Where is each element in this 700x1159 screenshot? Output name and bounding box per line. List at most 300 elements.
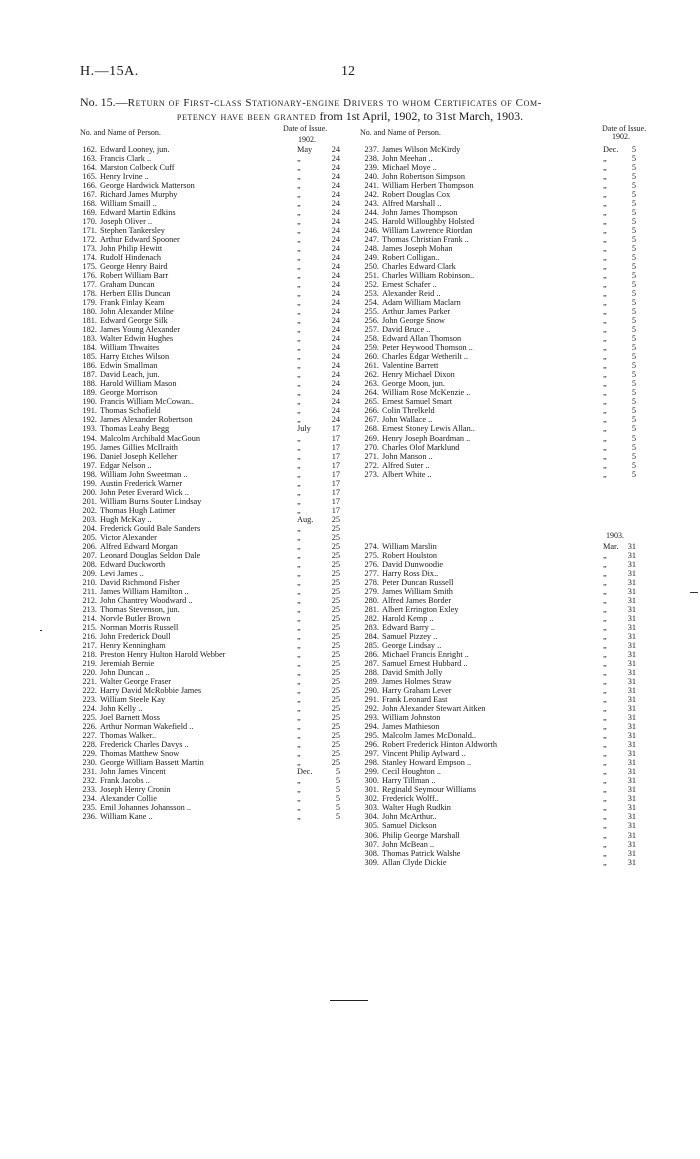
entry-name: Rudolf Hindenach	[100, 253, 162, 263]
list-item	[357, 578, 640, 587]
entry-number: 308.	[364, 848, 379, 858]
list-item	[357, 434, 640, 443]
entry-name: Robert Colligan..	[382, 253, 440, 263]
right-column-header-year: 1902.	[612, 132, 630, 141]
entry-name: Daniel Joseph Kelleher	[100, 451, 178, 461]
entry-day: 5	[631, 298, 636, 308]
list-item	[75, 253, 348, 262]
entry-name: Allan Clyde Dickie	[382, 857, 447, 867]
return-title-line1	[80, 95, 640, 110]
entry-name: Ernest Schafer ..	[382, 280, 437, 290]
entry-day: 31	[627, 830, 636, 840]
entry-month: „	[603, 650, 607, 660]
list-item	[357, 740, 640, 749]
entry-name: Francis William McCowan..	[100, 397, 194, 407]
entry-number: 177.	[82, 280, 97, 290]
list-item	[357, 632, 640, 641]
entry-number: 293.	[364, 713, 379, 723]
list-item	[75, 497, 348, 506]
entry-month: „	[297, 667, 301, 677]
entry-name: John Manson ..	[382, 451, 433, 461]
entry-month: „	[297, 505, 301, 515]
entry-name: Richard James Murphy	[100, 190, 178, 200]
entry-name: James Wilson McKirdy	[382, 145, 461, 154]
entry-name: Harry Tillman ..	[382, 776, 436, 786]
entry-month: Aug.	[297, 514, 314, 524]
entry-day: 31	[627, 686, 636, 696]
list-item	[75, 488, 348, 497]
entry-number: 230.	[82, 758, 97, 768]
entry-day: 5	[631, 388, 636, 398]
entry-name: Thomas Walker..	[100, 731, 157, 741]
entry-name: James Joseph Mohan	[382, 244, 453, 254]
entry-name: James Gillies McIlraith	[100, 442, 178, 452]
entry-day: 5	[631, 469, 636, 479]
list-item	[357, 840, 640, 849]
entry-month: „	[603, 208, 607, 218]
entry-day: 25	[331, 731, 340, 741]
entry-number: 167.	[82, 190, 97, 200]
entry-name: David Leach, jun.	[100, 370, 160, 380]
entry-number: 222.	[82, 685, 97, 695]
list-item	[75, 605, 348, 614]
entry-month: „	[297, 181, 301, 191]
entry-month: „	[297, 731, 301, 741]
entry-day: 31	[627, 740, 636, 750]
entry-day: 24	[331, 226, 340, 236]
entry-month: „	[603, 262, 607, 272]
list-item	[75, 722, 348, 731]
entry-number: 238.	[364, 154, 379, 164]
entry-day: 5	[631, 352, 636, 362]
entry-month: „	[603, 325, 607, 335]
entry-number: 249.	[364, 253, 379, 263]
entry-name: Thomas Hugh Latimer	[100, 505, 176, 515]
list-item	[357, 713, 640, 722]
entry-month: „	[297, 577, 301, 587]
entry-day: 5	[631, 199, 636, 209]
entry-month: „	[603, 469, 607, 479]
entry-name: John Robertson Simpson	[382, 172, 465, 182]
entry-month: „	[297, 794, 301, 804]
entry-month: „	[297, 703, 301, 713]
entry-month: „	[603, 848, 607, 858]
entry-month: „	[603, 154, 607, 164]
list-item	[75, 479, 348, 488]
entry-number: 258.	[364, 334, 379, 344]
entry-month: „	[603, 424, 607, 434]
entry-month: „	[603, 226, 607, 236]
entry-day: 5	[631, 190, 636, 200]
entry-day: 5	[631, 271, 636, 281]
entry-name: Samuel Ernest Hubbard ..	[382, 659, 468, 669]
entry-day: 24	[331, 334, 340, 344]
list-item	[75, 307, 348, 316]
entry-name: Thomas Leahy Begg	[100, 424, 170, 434]
entry-month: „	[297, 433, 301, 443]
entry-month: „	[603, 271, 607, 281]
entry-day: 5	[631, 172, 636, 182]
entry-month: „	[603, 614, 607, 624]
entry-name: Leonard Douglas Seldon Dale	[100, 550, 201, 560]
entry-day: 31	[627, 668, 636, 678]
entry-day: 5	[335, 776, 340, 786]
entry-month: „	[297, 406, 301, 416]
entry-name: Vincent Philip Aylward ..	[382, 749, 466, 759]
entry-month: „	[297, 442, 301, 452]
list-item	[357, 145, 640, 154]
list-item	[357, 235, 640, 244]
entry-day: 25	[331, 559, 340, 569]
entry-number: 285.	[364, 641, 379, 651]
entry-number: 228.	[82, 740, 97, 750]
entry-day: 31	[627, 587, 636, 597]
entry-month: „	[603, 560, 607, 570]
list-item	[75, 244, 348, 253]
list-item	[75, 470, 348, 479]
entry-day: 24	[331, 271, 340, 281]
entry-month: „	[297, 217, 301, 227]
entry-number: 229.	[82, 749, 97, 759]
list-item	[357, 406, 640, 415]
entry-day: 5	[335, 794, 340, 804]
entry-day: 24	[331, 199, 340, 209]
entry-number: 197.	[82, 460, 97, 470]
list-item	[357, 704, 640, 713]
list-item	[75, 758, 348, 767]
list-item	[75, 199, 348, 208]
entry-day: 31	[627, 677, 636, 687]
entry-number: 279.	[364, 587, 379, 597]
entry-day: 5	[631, 289, 636, 299]
entry-day: 5	[335, 767, 340, 777]
list-item	[357, 623, 640, 632]
entry-number: 191.	[82, 406, 97, 416]
entry-day: 24	[331, 415, 340, 425]
entry-name: Thomas Schofield	[100, 406, 161, 416]
list-item	[75, 623, 348, 632]
entry-month: „	[603, 812, 607, 822]
entry-number: 186.	[82, 361, 97, 371]
entry-number: 275.	[364, 551, 379, 561]
entry-number: 204.	[82, 523, 97, 533]
list-item	[75, 443, 348, 452]
entry-month: „	[297, 586, 301, 596]
entry-name: John George Snow	[382, 316, 445, 326]
entry-month: „	[603, 190, 607, 200]
left-column-header-date: Date of Issue.	[283, 124, 328, 133]
entry-name: Michael Moye ..	[382, 163, 437, 173]
list-item	[75, 695, 348, 704]
entry-name: John Kelly ..	[100, 703, 143, 713]
list-item	[357, 831, 640, 840]
entry-number: 298.	[364, 758, 379, 768]
entry-day: 24	[331, 406, 340, 416]
entry-day: 17	[331, 478, 340, 488]
entry-day: 5	[631, 181, 636, 191]
entry-day: 24	[331, 154, 340, 164]
list-item	[357, 758, 640, 767]
entry-month: „	[297, 154, 301, 164]
entry-month: „	[297, 226, 301, 236]
list-item	[75, 289, 348, 298]
entry-name: Victor Alexander	[100, 532, 157, 542]
entry-name: Michael Francis Enright ..	[382, 650, 469, 660]
entry-month: „	[603, 406, 607, 416]
list-item	[75, 569, 348, 578]
entry-number: 271.	[364, 451, 379, 461]
entry-name: Harry Etches Wilson	[100, 352, 170, 362]
entry-month: „	[603, 794, 607, 804]
entry-day: 17	[331, 442, 340, 452]
entry-day: 25	[331, 532, 340, 542]
entry-name: Joel Barnett Moss	[100, 712, 160, 722]
entry-name: Harold Willoughby Holsted	[382, 217, 475, 227]
list-item	[75, 713, 348, 722]
entry-day: 5	[631, 451, 636, 461]
entry-number: 213.	[82, 604, 97, 614]
entry-month: „	[603, 668, 607, 678]
entry-number: 247.	[364, 235, 379, 245]
entry-name: Norman Morris Russell	[100, 622, 179, 632]
list-item	[357, 154, 640, 163]
entry-day: 25	[331, 514, 340, 524]
entry-day: 24	[331, 370, 340, 380]
entry-number: 243.	[364, 199, 379, 209]
list-item	[75, 632, 348, 641]
entry-month: „	[297, 649, 301, 659]
entry-month: „	[603, 298, 607, 308]
entry-name: Harry Graham Lever	[382, 686, 452, 696]
entry-name: Charles Olof Marklund	[382, 442, 460, 452]
list-item	[75, 686, 348, 695]
entry-name: George Morrison	[100, 388, 158, 398]
entry-month: „	[297, 379, 301, 389]
entry-month: „	[603, 415, 607, 425]
list-item	[357, 858, 640, 867]
entry-number: 303.	[364, 803, 379, 813]
entry-month: „	[297, 280, 301, 290]
entry-name: John McArthur..	[382, 812, 437, 822]
entry-day: 31	[627, 848, 636, 858]
entry-number: 187.	[82, 370, 97, 380]
entry-number: 201.	[82, 496, 97, 506]
entry-number: 170.	[82, 217, 97, 227]
entry-day: 24	[331, 379, 340, 389]
entry-day: 24	[331, 190, 340, 200]
entry-day: 25	[331, 541, 340, 551]
entry-name: George Moon, jun.	[382, 379, 445, 389]
entry-name: David Bruce ..	[382, 325, 431, 335]
entry-day: 31	[627, 632, 636, 642]
entry-day: 31	[627, 569, 636, 579]
entry-name: John Alexander Stewart Aitken	[382, 704, 486, 714]
entry-day: 31	[627, 767, 636, 777]
entry-name: Frank Leonard East	[382, 695, 448, 705]
list-item	[75, 506, 348, 515]
entry-day: 24	[331, 343, 340, 353]
right-column-header-date: Date of Issue.	[602, 124, 647, 133]
entry-day: 31	[627, 758, 636, 768]
entry-month: Dec.	[603, 145, 619, 154]
return-period: from 1st April, 1902, to 31st March, 1903.	[316, 109, 524, 123]
entry-month: „	[297, 397, 301, 407]
entry-name: Ernest Stoney Lewis Allan..	[382, 424, 475, 434]
list-item	[357, 849, 640, 858]
entry-month: „	[297, 316, 301, 326]
entry-day: 31	[627, 695, 636, 705]
entry-name: Thomas Patrick Walshe	[382, 848, 461, 858]
entry-day: 17	[331, 469, 340, 479]
entry-number: 196.	[82, 451, 97, 461]
entry-number: 234.	[82, 794, 97, 804]
list-item	[357, 461, 640, 470]
entry-name: Robert Frederick Hinton Aldworth	[382, 740, 497, 750]
entry-month: „	[297, 622, 301, 632]
entry-number: 255.	[364, 307, 379, 317]
entry-month: „	[297, 244, 301, 254]
entry-day: 25	[331, 722, 340, 731]
entry-name: Robert Douglas Cox	[382, 190, 451, 200]
list-item	[357, 677, 640, 686]
list-item	[357, 551, 640, 560]
entry-day: 5	[631, 235, 636, 245]
entry-name: George Lindsay ..	[382, 641, 442, 651]
entry-number: 268.	[364, 424, 379, 434]
list-item	[357, 424, 640, 433]
list-item	[357, 370, 640, 379]
list-item	[357, 803, 640, 812]
entry-day: 31	[627, 596, 636, 606]
entry-name: William Smaill ..	[100, 199, 157, 209]
entry-number: 305.	[364, 821, 379, 831]
entry-number: 224.	[82, 703, 97, 713]
list-item	[75, 578, 348, 587]
list-item	[357, 722, 640, 731]
entry-month: „	[603, 181, 607, 191]
entry-month: „	[297, 361, 301, 371]
list-item	[357, 749, 640, 758]
entry-day: 25	[331, 712, 340, 722]
list-item	[357, 388, 640, 397]
entry-name: Malcolm Archibald MacGoun	[100, 433, 200, 443]
entry-number: 245.	[364, 217, 379, 227]
list-item	[75, 352, 348, 361]
entry-number: 300.	[364, 776, 379, 786]
entry-name: Alfred Marshall ..	[382, 199, 442, 209]
list-item	[75, 740, 348, 749]
entry-name: James Alexander Robertson	[100, 415, 193, 425]
list-item	[75, 776, 348, 785]
entry-day: 24	[331, 145, 340, 154]
entry-name: Alfred Suter ..	[382, 460, 430, 470]
list-item	[75, 181, 348, 190]
list-item	[357, 361, 640, 370]
entry-name: Alfred Edward Morgan	[100, 541, 178, 551]
entry-day: 31	[627, 857, 636, 867]
entry-month: „	[603, 199, 607, 209]
entry-day: 31	[627, 812, 636, 822]
entry-month: „	[603, 713, 607, 723]
entry-day: 5	[631, 226, 636, 236]
entry-number: 199.	[82, 478, 97, 488]
entry-number: 252.	[364, 280, 379, 290]
entry-number: 287.	[364, 659, 379, 669]
entry-number: 278.	[364, 578, 379, 588]
list-item	[357, 695, 640, 704]
entry-month: „	[297, 694, 301, 704]
entry-day: 31	[627, 776, 636, 786]
entry-month: „	[603, 235, 607, 245]
entry-day: 24	[331, 244, 340, 254]
entry-number: 259.	[364, 343, 379, 353]
entry-name: Joseph Oliver ..	[100, 217, 153, 227]
entry-number: 288.	[364, 668, 379, 678]
list-item	[357, 334, 640, 343]
list-item	[75, 163, 348, 172]
list-item	[357, 199, 640, 208]
entry-name: Valentine Barrett	[382, 361, 439, 371]
entry-name: Charles William Robinson..	[382, 271, 475, 281]
entry-name: David Dunwoodie	[382, 560, 444, 570]
list-item	[357, 208, 640, 217]
entry-day: 5	[335, 812, 340, 822]
list-item	[357, 614, 640, 623]
entry-number: 178.	[82, 289, 97, 299]
entry-name: Jeremiah Bernie	[100, 658, 155, 668]
entry-name: Frederick Wolff..	[382, 794, 439, 804]
entry-day: 24	[331, 388, 340, 398]
entry-number: 195.	[82, 442, 97, 452]
list-item	[75, 298, 348, 307]
entry-month: „	[603, 839, 607, 849]
list-item	[75, 190, 348, 199]
list-item	[75, 343, 348, 352]
entry-day: 5	[631, 262, 636, 272]
entry-number: 210.	[82, 577, 97, 587]
entry-day: 5	[631, 433, 636, 443]
entry-month: „	[603, 857, 607, 867]
entry-month: „	[603, 776, 607, 786]
entry-number: 189.	[82, 388, 97, 398]
entry-month: „	[603, 352, 607, 362]
entry-number: 242.	[364, 190, 379, 200]
list-item	[75, 704, 348, 713]
entry-month: „	[297, 235, 301, 245]
entry-month: „	[297, 812, 301, 822]
entry-number: 235.	[82, 803, 97, 813]
entry-number: 269.	[364, 433, 379, 443]
entry-number: 163.	[82, 154, 97, 164]
entry-day: 25	[331, 631, 340, 641]
entry-name: Graham Duncan	[100, 280, 155, 290]
entry-month: „	[297, 640, 301, 650]
entry-number: 215.	[82, 622, 97, 632]
entry-month: Dec.	[297, 767, 313, 777]
entry-month: „	[603, 289, 607, 299]
entry-name: Charles Edgar Wetherilt ..	[382, 352, 469, 362]
entry-name: Thomas Matthew Snow	[100, 749, 180, 759]
entry-month: „	[297, 388, 301, 398]
entry-name: Albert Errington Exley	[382, 605, 459, 615]
entry-number: 263.	[364, 379, 379, 389]
entry-name: Alexander Collie	[100, 794, 157, 804]
list-item	[357, 812, 640, 821]
entry-number: 171.	[82, 226, 97, 236]
list-item	[357, 659, 640, 668]
entry-name: Harry David McRobbie James	[100, 685, 202, 695]
entry-day: 25	[331, 568, 340, 578]
